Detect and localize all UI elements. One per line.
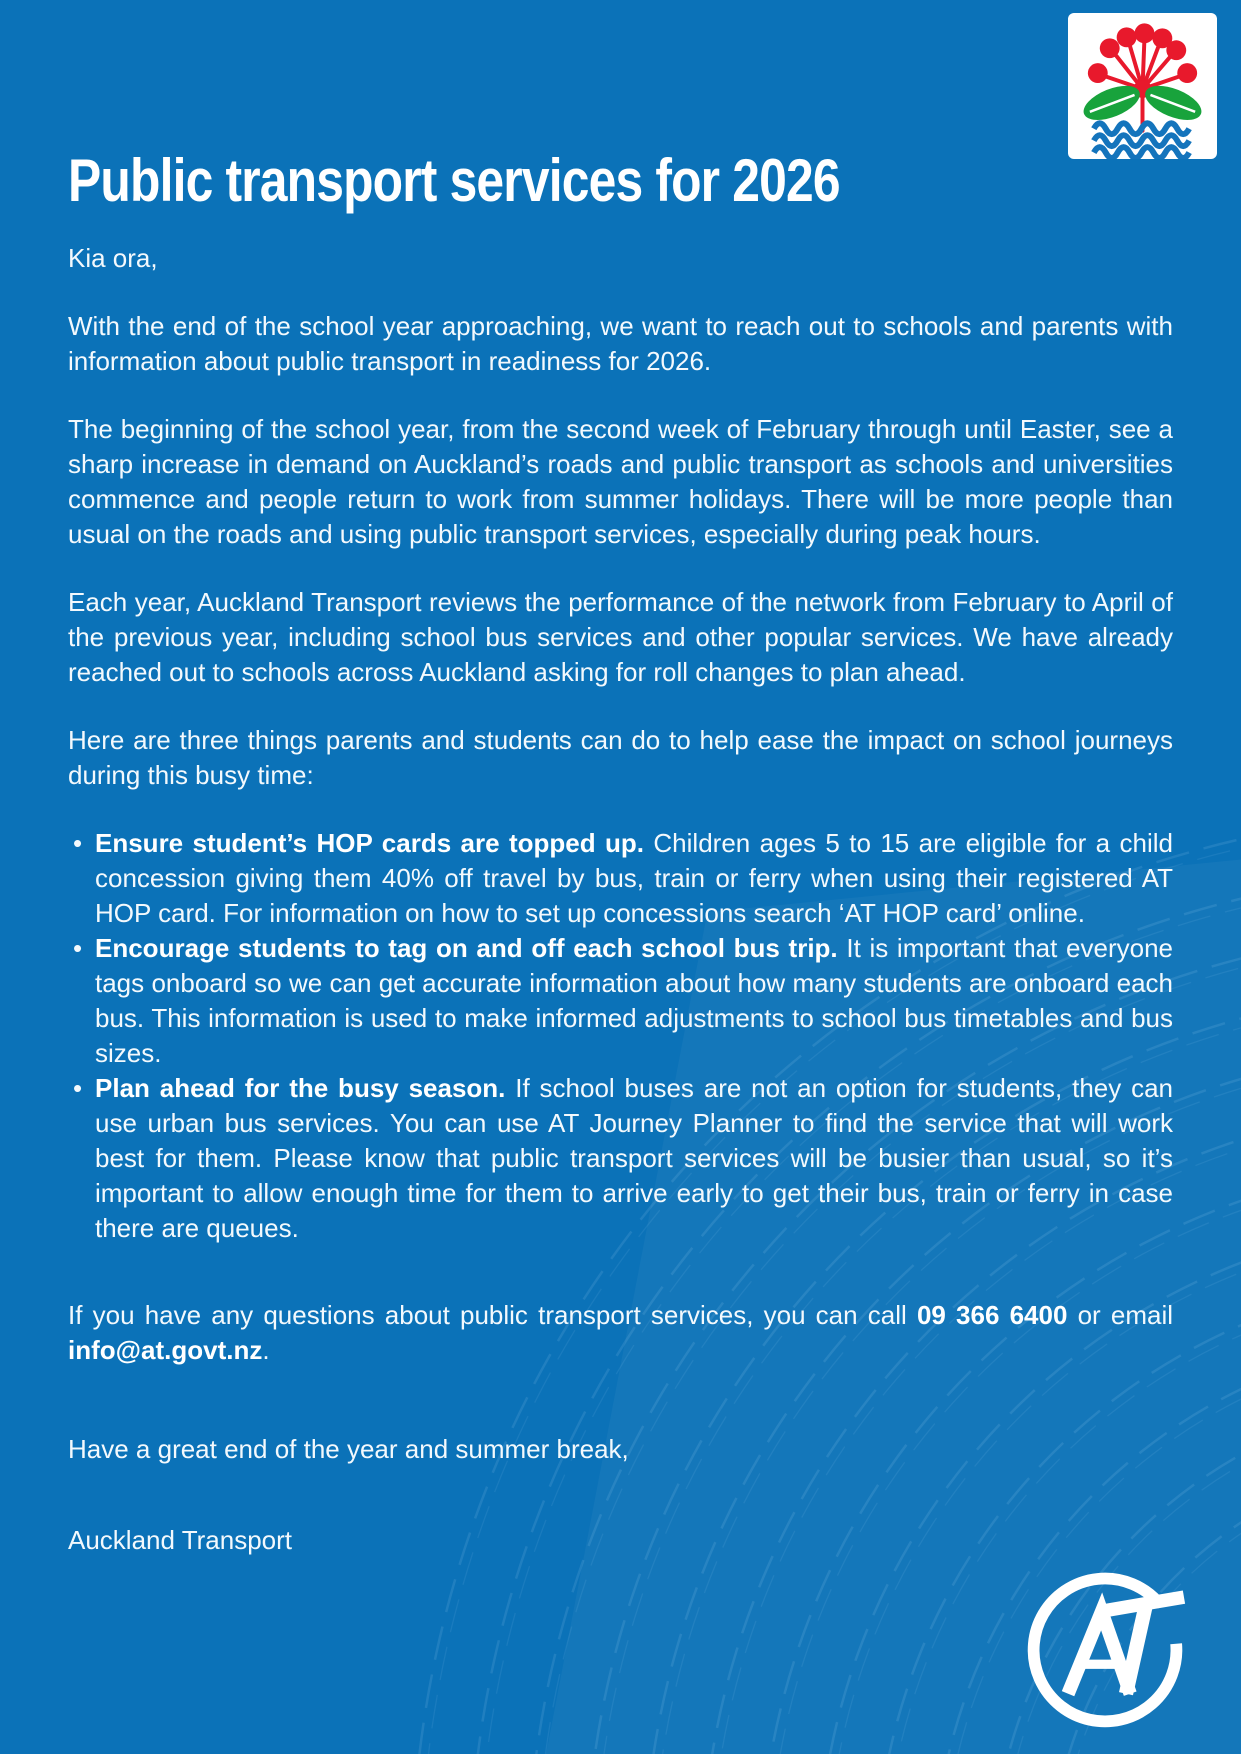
school-logo — [1068, 13, 1217, 159]
letter-body — [0, 146, 1241, 1558]
auckland-transport-logo — [1021, 1566, 1189, 1734]
phone-number: 09 366 6400 — [916, 1300, 1068, 1330]
paragraph-review: Each year, Auckland Transport reviews the performance of the network from February to April of the previous year, including school bus services and other popular services. We have already reached out to schools across Auckland asking for roll changes to plan ahead. — [68, 587, 1173, 687]
contact-text: If you have any questions about public transport services, you can call — [68, 1300, 917, 1330]
email-address: info@at.govt.nz — [68, 1335, 263, 1365]
at-ring-icon — [1021, 1566, 1189, 1734]
list-item — [68, 1071, 1173, 1246]
contact-text: or email — [1067, 1300, 1173, 1330]
tip-text: If school buses are not an option for students, they can use urban bus services. You can use AT Journey Planner to find the service that will work best for them. Please know that public transport services will be busier than usual, so it’s important to allow enough time for them to arrive early to get their bus, train or ferry in case there are queues. — [95, 1073, 1173, 1243]
greeting-text: Kia ora, — [68, 243, 158, 273]
tip-bold-lead: Ensure student’s HOP cards are topped up. — [95, 828, 645, 858]
pohutukawa-icon — [1068, 13, 1217, 159]
paragraph-demand: The beginning of the school year, from the second week of February through until Easter, see a sharp increase in demand on Auckland’s roads and public transport as schools and universities commence and people return to work from summer holidays. There will be more people than usual on the roads and using public transport services, especially during peak hours. — [68, 414, 1173, 549]
page-title: Public transport services for 2026 — [68, 147, 840, 214]
list-item — [68, 826, 1173, 931]
paragraph-tips-lead: Here are three things parents and students can do to help ease the impact on school journeys during this busy time: — [68, 725, 1173, 790]
paragraph-intro: With the end of the school year approaching, we want to reach out to schools and parents with information about public transport in readiness for 2026. — [68, 311, 1173, 376]
contact-text: . — [262, 1335, 270, 1365]
signature-text: Auckland Transport — [68, 1525, 293, 1555]
closing-text: Have a great end of the year and summer break, — [68, 1434, 629, 1464]
tip-bold-lead: Encourage students to tag on and off each school bus trip. — [95, 933, 838, 963]
tip-text: It is important that everyone tags onboard so we can get accurate information about how many students are onboard each bus. This information is used to make informed adjustments to school bus timetables and bus sizes. — [95, 933, 1174, 1068]
tips-list — [68, 826, 1173, 1246]
contact-paragraph — [68, 1298, 1173, 1368]
tip-bold-lead: Plan ahead for the busy season. — [95, 1073, 506, 1103]
list-item — [68, 931, 1173, 1071]
tip-text: Children ages 5 to 15 are eligible for a child concession giving them 40% off travel by bus, train or ferry when using their registered AT HOP card. For information on how to set up concessions search ‘AT HOP card’ online. — [95, 828, 1173, 928]
